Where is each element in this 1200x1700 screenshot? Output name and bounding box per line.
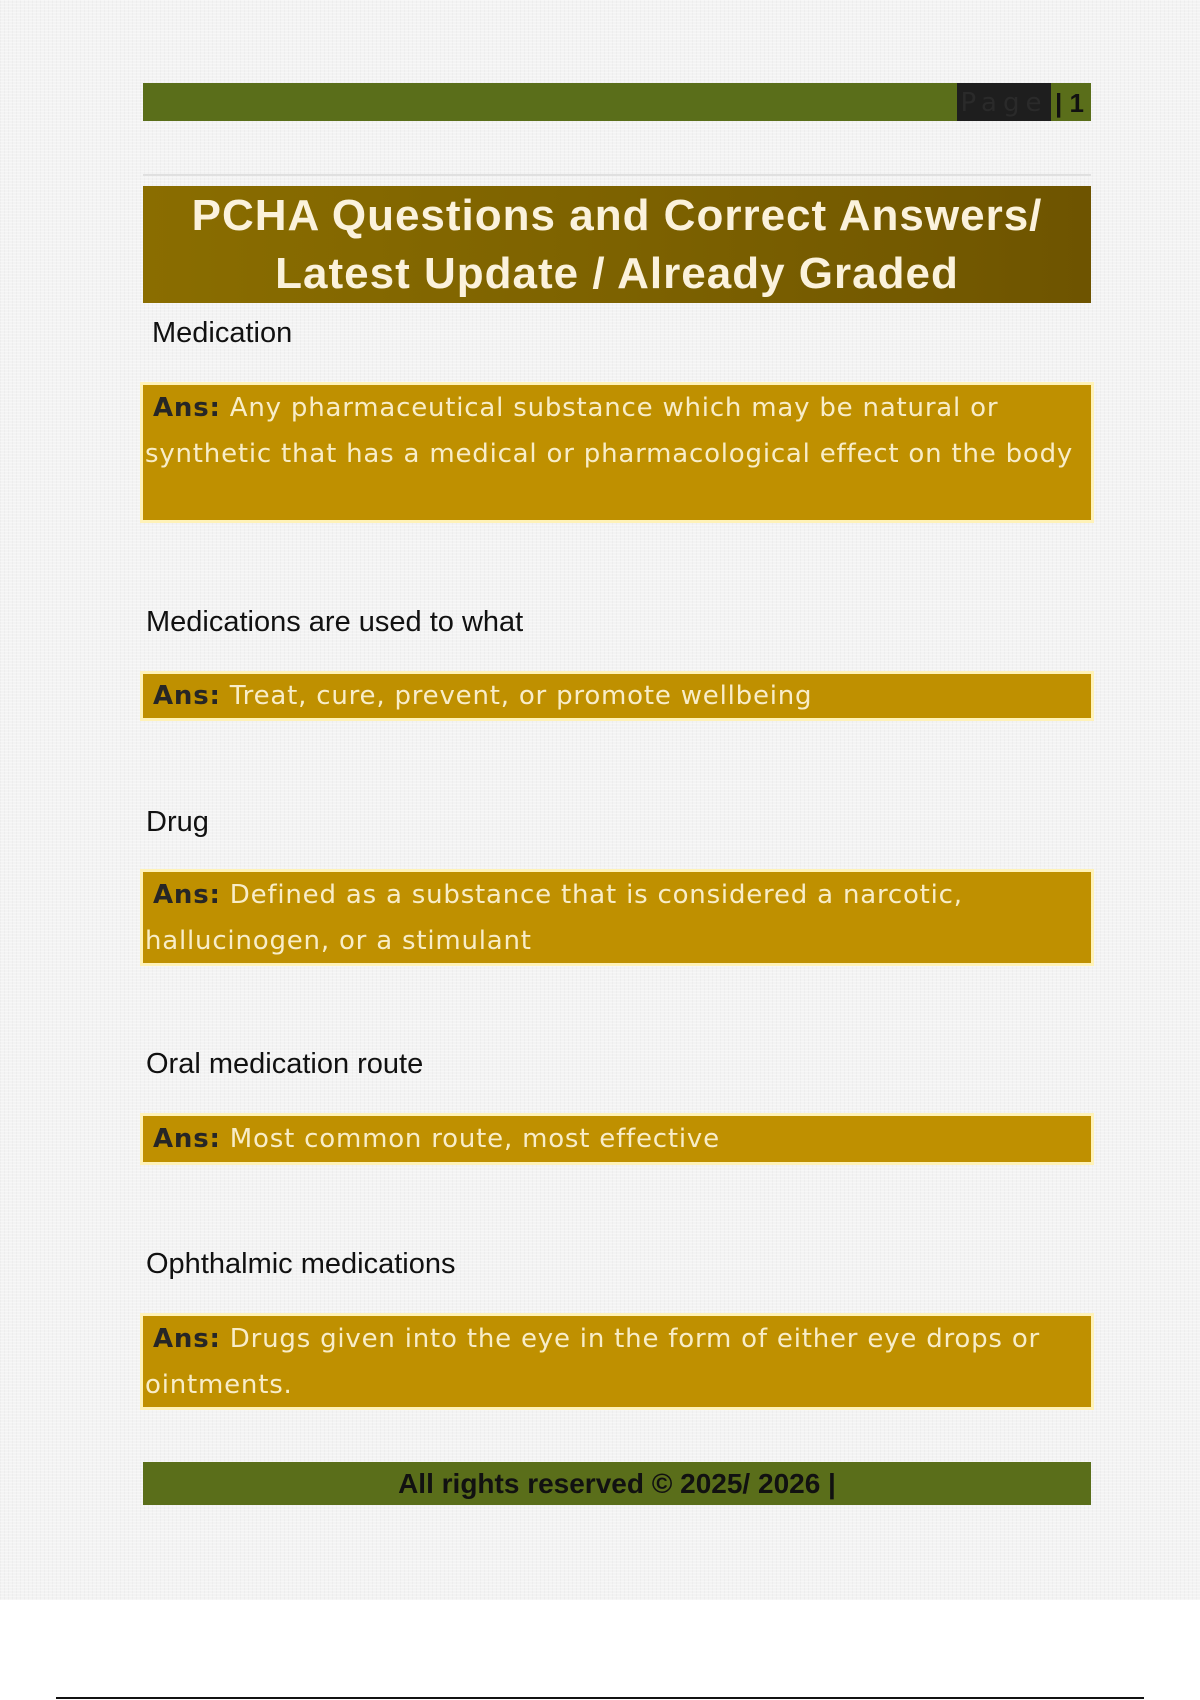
answer-text: Defined as a substance that is considered a narcotic, hallucinogen, or a stimulant (145, 880, 963, 956)
answer-box (143, 1116, 1091, 1162)
page-number: | 1 (1055, 88, 1084, 118)
ans-label: Ans: (153, 880, 221, 910)
title-line-2: Latest Update / Already Graded (275, 248, 959, 298)
title-line-1: PCHA Questions and Correct Answers/ (191, 190, 1043, 240)
title-banner (143, 186, 1091, 303)
header-divider (143, 174, 1091, 176)
question-text: Drug (146, 806, 209, 838)
footer-bar (143, 1462, 1091, 1505)
document-title (157, 187, 1077, 303)
question-text: Oral medication route (146, 1048, 424, 1080)
question-text: Medication (152, 317, 293, 349)
answer-box (143, 385, 1091, 520)
ans-label: Ans: (153, 1124, 221, 1154)
ans-label: Ans: (153, 681, 221, 711)
page-label: Page (957, 83, 1051, 121)
header-bar (143, 83, 1091, 121)
answer-text: Most common route, most effective (229, 1124, 720, 1154)
answer-text: Treat, cure, prevent, or promote wellbeing (229, 681, 813, 711)
answer-box (143, 1316, 1091, 1407)
page-bottom-rule (56, 1697, 1144, 1699)
copyright-text: All rights reserved © 2025/ 2026 | (398, 1467, 836, 1499)
ans-label: Ans: (153, 393, 221, 423)
answer-box (143, 674, 1091, 718)
answer-text: Any pharmaceutical substance which may be natural or synthetic that has a medical or pharmacological effect on the body (145, 393, 1074, 469)
answer-text: Drugs given into the eye in the form of either eye drops or ointments. (145, 1324, 1041, 1400)
question-text: Medications are used to what (146, 606, 524, 638)
question-text: Ophthalmic medications (146, 1248, 456, 1280)
ans-label: Ans: (153, 1324, 221, 1354)
answer-box (143, 872, 1091, 963)
